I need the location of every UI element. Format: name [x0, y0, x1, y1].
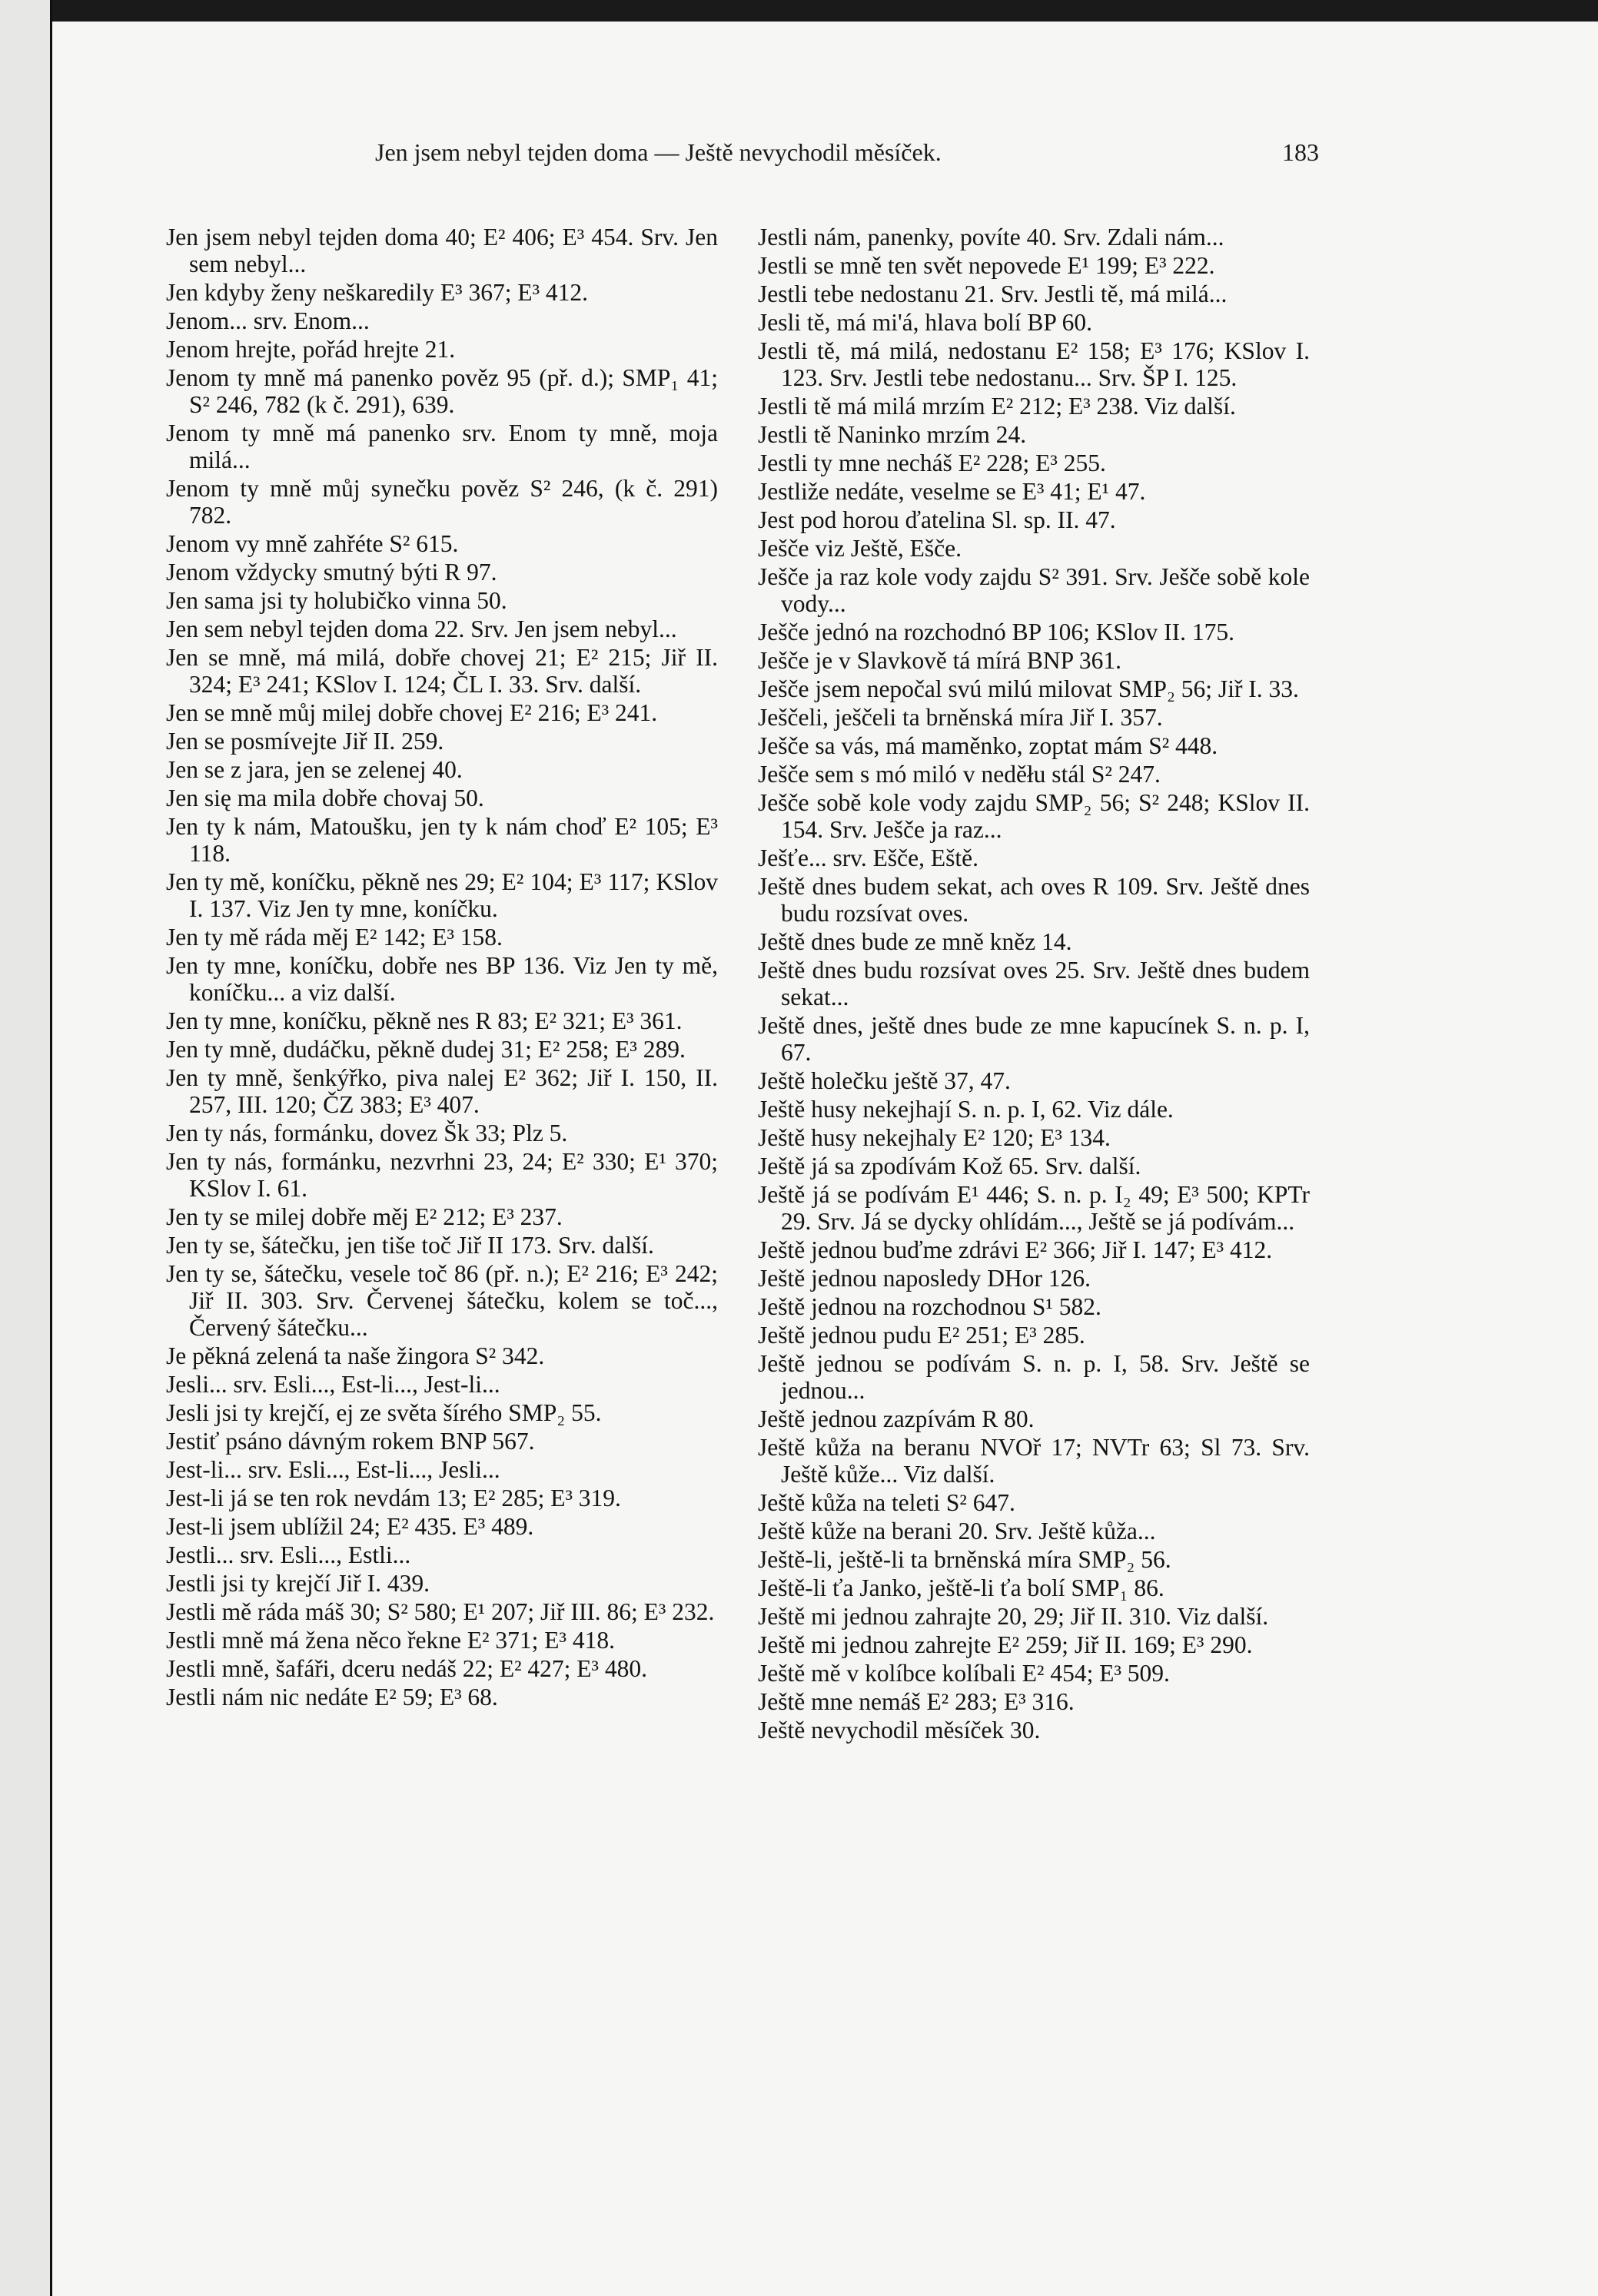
index-entry: Jen ty k nám, Matoušku, jen ty k nám choď E² 105; E³ 118.: [166, 813, 718, 867]
index-entry: Jestli se mně ten svět nepovede E¹ 199; E³ 222.: [758, 252, 1215, 279]
index-entry: Ještě husy nekejhají S. n. p. I, 62. Viz dále.: [758, 1096, 1174, 1123]
index-entry: Jen ty se, šátečku, vesele toč 86 (př. n.); E² 216; E³ 242; Jiř II. 303. Srv. Červenej šátečku, kolem se toč..., Červený šátečku...: [166, 1260, 718, 1341]
index-entry: Jestli nám, panenky, povíte 40. Srv. Zdali nám...: [758, 224, 1224, 251]
right-column: [758, 224, 1310, 1745]
index-entry: Jen ty mne, koníčku, dobře nes BP 136. Viz Jen ty mě, koníčku... a viz další.: [166, 952, 718, 1006]
index-entry: Jestli mně, šafáři, dceru nedáš 22; E² 427; E³ 480.: [166, 1655, 647, 1682]
index-entry: Ještě jednou se podívám S. n. p. I, 58. Srv. Ještě se jednou...: [758, 1350, 1310, 1404]
index-entry: Ješče sem s mó miló v neděłu stál S² 247.: [758, 761, 1161, 788]
index-entry: Jenom vždycky smutný býti R 97.: [166, 559, 497, 586]
index-entry: Ješče ja raz kole vody zajdu S² 391. Srv. Ješče sobě kole vody...: [758, 563, 1310, 617]
index-entry: Ještě mě v kolíbce kolíbali E² 454; E³ 509.: [758, 1660, 1170, 1687]
index-entry: Jenom ty mně má panenko pověz 95 (př. d.); SMP₁ 41; S² 246, 782 (k č. 291), 639.: [166, 364, 718, 418]
index-entry: Jen ty nás, formánku, nezvrhni 23, 24; E² 330; E¹ 370; KSlov I. 61.: [166, 1148, 718, 1202]
index-entry: Jestiť psáno dávným rokem BNP 567.: [166, 1428, 535, 1455]
index-entry: Ještě já sa zpodívám Kož 65. Srv. další.: [758, 1153, 1141, 1180]
index-entry: Jen se z jara, jen se zelenej 40.: [166, 756, 463, 783]
index-entry: Ještě mne nemáš E² 283; E³ 316.: [758, 1688, 1075, 1715]
index-entry: Jestli mě ráda máš 30; S² 580; E¹ 207; Jiř III. 86; E³ 232.: [166, 1598, 715, 1625]
index-entry: Ješče jsem nepočal svú milú milovat SMP₂ 56; Jiř I. 33.: [758, 675, 1299, 702]
index-entry: Ještě jednou zazpívám R 80.: [758, 1405, 1035, 1432]
index-entry: Jen się ma mila dobře chovaj 50.: [166, 785, 484, 811]
index-entry: Jest-li jsem ublížil 24; E² 435. E³ 489.: [166, 1513, 534, 1540]
index-entry: Jen ty mně, šenkýřko, piva nalej E² 362; Jiř I. 150, II. 257, III. 120; ČZ 383; E³ 407.: [166, 1064, 718, 1118]
index-entry: Ještě mi jednou zahrajte 20, 29; Jiř II. 310. Viz další.: [758, 1603, 1269, 1630]
index-entry: Jenom vy mně zahřéte S² 615.: [166, 530, 459, 557]
index-entry: Ješče je v Slavkově tá mírá BNP 361.: [758, 647, 1121, 674]
index-entry: Ješčeli, ješčeli ta brněnská míra Jiř I. 357.: [758, 704, 1163, 731]
index-entry: Ještě nevychodil měsíček 30.: [758, 1717, 1041, 1744]
index-entry: Ještě já se podívám E¹ 446; S. n. p. I₂ 49; E³ 500; KPTr 29. Srv. Já se dycky ohlídám..., Ještě se já podívám...: [758, 1181, 1310, 1235]
index-entry: Ještě kůža na beranu NVOř 17; NVTr 63; Sl 73. Srv. Ještě kůže... Viz další.: [758, 1434, 1310, 1488]
index-entry: Jen ty mě ráda měj E² 142; E³ 158.: [166, 924, 503, 951]
index-entry: Ještě jednou na rozchodnou S¹ 582.: [758, 1293, 1101, 1320]
index-entry: Jenom hrejte, pořád hrejte 21.: [166, 336, 456, 363]
index-entry: Ještě husy nekejhaly E² 120; E³ 134.: [758, 1124, 1111, 1151]
index-entry: Ještě jednou buďme zdrávi E² 366; Jiř I. 147; E³ 412.: [758, 1236, 1273, 1263]
index-entry: Ještě dnes bude ze mně kněz 14.: [758, 928, 1072, 955]
index-entry: Ještě dnes budem sekat, ach oves R 109. Srv. Ještě dnes budu rozsívat oves.: [758, 873, 1310, 927]
index-entry: Ješče sa vás, má maměnko, zoptat mám S² 448.: [758, 732, 1218, 759]
index-entry: Ješče viz Ještě, Ešče.: [758, 535, 962, 562]
index-entry: Ještě-li, ještě-li ta brněnská míra SMP₂ 56.: [758, 1546, 1171, 1573]
index-entry: Jesli tě, má mi'á, hlava bolí BP 60.: [758, 309, 1092, 336]
index-entry: Jenom... srv. Enom...: [166, 307, 370, 334]
index-entry: Jen ty nás, formánku, dovez Šk 33; Plz 5.: [166, 1120, 568, 1146]
index-entry: Ještě jednou pudu E² 251; E³ 285.: [758, 1322, 1085, 1349]
index-entry: Jen ty mne, koníčku, pěkně nes R 83; E² 321; E³ 361.: [166, 1007, 683, 1034]
index-entry: Jestli tě, má milá, nedostanu E² 158; E³ 176; KSlov I. 123. Srv. Jestli tebe nedostanu... Srv. ŠP I. 125.: [758, 337, 1310, 391]
index-entry: Jestli tě má milá mrzím E² 212; E³ 238. Viz další.: [758, 393, 1236, 420]
index-entry: Jestli nám nic nedáte E² 59; E³ 68.: [166, 1684, 498, 1710]
index-entry: Ještě-li ťa Janko, ještě-li ťa bolí SMP₁ 86.: [758, 1574, 1164, 1601]
index-entry: Jen se mně, má milá, dobře chovej 21; E² 215; Jiř II. 324; E³ 241; KSlov I. 124; ČL I. 33. Srv. další.: [166, 644, 718, 698]
index-entry: Jesli... srv. Esli..., Est-li..., Jest-li...: [166, 1371, 500, 1398]
index-entry: Jestli jsi ty krejčí Jiř I. 439.: [166, 1570, 430, 1597]
binding-edge: [0, 0, 52, 2296]
index-entry: Jen se posmívejte Jiř II. 259.: [166, 728, 444, 755]
index-entry: Jestliže nedáte, veselme se E³ 41; E¹ 47.: [758, 478, 1146, 505]
index-entry: Ješťe... srv. Ešče, Eště.: [758, 844, 978, 871]
index-entry: Jestli ty mne necháš E² 228; E³ 255.: [758, 450, 1106, 476]
index-entry: Jest-li já se ten rok nevdám 13; E² 285; E³ 319.: [166, 1485, 621, 1511]
index-entry: Jest-li... srv. Esli..., Est-li..., Jesli...: [166, 1456, 500, 1483]
index-entry: Ješče sobě kole vody zajdu SMP₂ 56; S² 248; KSlov II. 154. Srv. Ješče ja raz...: [758, 789, 1310, 843]
index-entry: Ještě kůže na berani 20. Srv. Ještě kůža...: [758, 1518, 1156, 1544]
index-entry: Jestli tě Naninko mrzím 24.: [758, 421, 1027, 448]
index-entry: Jen kdyby ženy neškaredily E³ 367; E³ 412.: [166, 279, 589, 306]
index-entry: Ješče jednó na rozchodnó BP 106; KSlov II. 175.: [758, 619, 1234, 645]
index-entry: Jestli mně má žena něco řekne E² 371; E³ 418.: [166, 1627, 615, 1654]
index-entry: Jen ty se milej dobře měj E² 212; E³ 237.: [166, 1203, 563, 1230]
index-entry: Jen sama jsi ty holubičko vinna 50.: [166, 587, 507, 614]
index-entry: Ještě jednou naposledy DHor 126.: [758, 1265, 1091, 1292]
index-entry: Jen ty se, šátečku, jen tiše toč Jiř II 173. Srv. další.: [166, 1232, 654, 1259]
index-entry: Ještě mi jednou zahrejte E² 259; Jiř II. 169; E³ 290.: [758, 1631, 1253, 1658]
left-column: [166, 224, 718, 1712]
index-entry: Jestli... srv. Esli..., Estli...: [166, 1541, 411, 1568]
page-number: 183: [1282, 138, 1319, 166]
index-entry: Jestli tebe nedostanu 21. Srv. Jestli tě, má milá...: [758, 280, 1228, 307]
index-entry: Jesli jsi ty krejčí, ej ze světa šírého SMP₂ 55.: [166, 1399, 602, 1426]
index-entry: Jenom ty mně můj synečku pověz S² 246, (k č. 291) 782.: [166, 475, 718, 529]
index-entry: Jen se mně můj milej dobře chovej E² 216; E³ 241.: [166, 699, 658, 726]
index-entry: Jen ty mě, koníčku, pěkně nes 29; E² 104; E³ 117; KSlov I. 137. Viz Jen ty mne, koníčku.: [166, 868, 718, 922]
index-entry: Ještě holečku ještě 37, 47.: [758, 1067, 1011, 1094]
index-entry: Jenom ty mně má panenko srv. Enom ty mně, moja milá...: [166, 420, 718, 473]
index-entry: Jest pod horou ďatelina Sl. sp. II. 47.: [758, 506, 1116, 533]
index-entry: Jen sem nebyl tejden doma 22. Srv. Jen jsem nebyl...: [166, 615, 677, 642]
index-entry: Jen ty mně, dudáčku, pěkně dudej 31; E² 258; E³ 289.: [166, 1036, 686, 1063]
header-title: Jen jsem nebyl tejden doma — Ještě nevychodil měsíček.: [375, 138, 942, 166]
index-entry: Ještě kůža na teleti S² 647.: [758, 1489, 1015, 1516]
index-entry: Ještě dnes, ještě dnes bude ze mne kapucínek S. n. p. I, 67.: [758, 1012, 1310, 1066]
index-entry: Ještě dnes budu rozsívat oves 25. Srv. Ještě dnes budem sekat...: [758, 957, 1310, 1010]
index-entry: Je pěkná zelená ta naše žingora S² 342.: [166, 1342, 545, 1369]
index-entry: Jen jsem nebyl tejden doma 40; E² 406; E³ 454. Srv. Jen sem nebyl...: [166, 224, 718, 277]
